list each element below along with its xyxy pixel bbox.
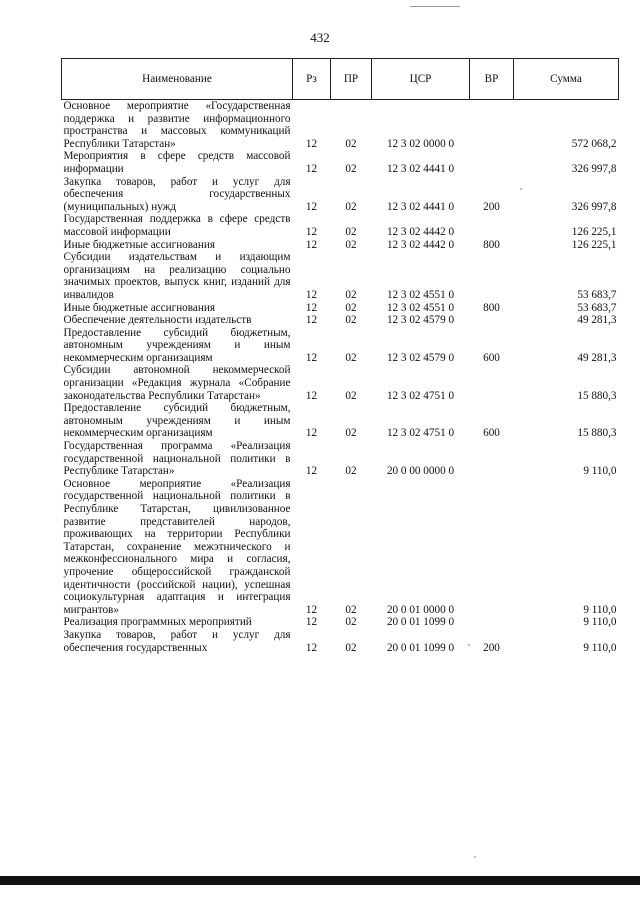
row-vr — [470, 251, 514, 301]
header-csr: ЦСР — [372, 59, 470, 100]
row-sum: 9 110,0 — [583, 616, 617, 629]
row-pr: 02 — [345, 641, 357, 654]
row-sum: 53 683,7 — [577, 301, 617, 314]
header-pr: ПР — [331, 59, 372, 100]
row-csr: 12 3 02 4551 0 — [386, 288, 455, 301]
header-name: Наименование — [62, 59, 293, 100]
row-pr: 02 — [345, 465, 357, 478]
row-csr: 12 3 02 4751 0 — [386, 389, 455, 402]
row-rz: 12 — [305, 603, 318, 616]
row-rz: 12 — [305, 641, 318, 654]
row-rz: 12 — [305, 200, 318, 213]
row-vr — [470, 616, 514, 629]
table-row — [62, 213, 619, 238]
scan-speck — [468, 644, 470, 646]
row-csr: 20 0 00 0000 0 — [386, 465, 455, 478]
table-header-row — [62, 59, 619, 100]
row-rz: 12 — [305, 351, 318, 364]
row-vr — [470, 314, 514, 327]
row-vr: 600 — [483, 351, 500, 364]
budget-table — [61, 58, 619, 654]
row-name: Мероприятия в сфере средств массовой информации — [63, 150, 291, 175]
row-rz: 12 — [305, 389, 318, 402]
row-sum: 572 068,2 — [571, 137, 617, 150]
row-vr — [470, 150, 514, 175]
table-row — [62, 402, 619, 440]
row-name: Закупка товаров, работ и услуг для обеспечения государственных — [63, 628, 291, 654]
row-name: Предоставление субсидий бюджетным, автономным учреждениям и иным некоммерческим организациям — [63, 326, 291, 364]
row-sum: 49 281,3 — [577, 351, 617, 364]
table-row — [62, 176, 619, 214]
table-row — [62, 440, 619, 478]
row-pr: 02 — [345, 616, 357, 629]
row-pr: 02 — [345, 162, 357, 175]
row-vr — [470, 364, 514, 402]
row-name: Государственная поддержка в сфере средств массовой информации — [63, 213, 291, 238]
row-name: Основное мероприятие «Государственная поддержка и развитие информационного пространства и массовых коммуникаций Республики Татарстан» — [63, 100, 291, 150]
row-pr: 02 — [345, 389, 357, 402]
table-row — [62, 100, 619, 151]
row-sum: 53 683,7 — [577, 288, 617, 301]
row-name: Иные бюджетные ассигнования — [63, 301, 215, 314]
row-csr: 12 3 02 4441 0 — [386, 200, 455, 213]
table-row — [62, 629, 619, 654]
row-name: Государственная программа «Реализация государственной национальной политики в Республике Татарстан» — [63, 440, 291, 478]
row-pr: 02 — [345, 238, 357, 251]
row-csr: 12 3 02 4442 0 — [386, 238, 455, 251]
table-row — [62, 364, 619, 402]
row-name: Обеспечение деятельности издательств — [63, 314, 252, 327]
row-rz: 12 — [305, 238, 318, 251]
row-vr — [470, 100, 514, 151]
row-pr: 02 — [345, 301, 357, 314]
row-name: Иные бюджетные ассигнования — [63, 238, 215, 251]
row-rz: 12 — [305, 301, 318, 314]
row-csr: 12 3 02 4579 0 — [386, 351, 455, 364]
row-name: Субсидии автономной некоммерческой организации «Редакция журнала «Собрание законодательства Республики Татарстан» — [63, 364, 291, 402]
row-vr: 800 — [483, 238, 500, 251]
row-vr — [470, 213, 514, 238]
row-sum: 15 880,3 — [577, 427, 617, 440]
page-number: 432 — [310, 30, 330, 45]
row-rz: 12 — [305, 616, 318, 629]
row-sum: 9 110,0 — [583, 465, 617, 478]
row-rz: 12 — [305, 314, 318, 327]
row-csr: 12 3 02 4442 0 — [386, 225, 455, 238]
row-pr: 02 — [345, 351, 357, 364]
header-rz: Рз — [293, 59, 331, 100]
row-csr: 12 3 02 4579 0 — [386, 314, 455, 327]
row-pr: 02 — [345, 427, 357, 440]
row-vr — [470, 440, 514, 478]
table-row — [62, 302, 619, 315]
scan-mark — [410, 6, 460, 7]
row-pr: 02 — [345, 200, 357, 213]
row-sum: 326 997,8 — [571, 200, 617, 213]
row-name: Предоставление субсидий бюджетным, автономным учреждениям и иным некоммерческим организациям — [63, 402, 291, 440]
row-rz: 12 — [305, 137, 318, 150]
row-vr: 200 — [483, 641, 500, 654]
row-vr: 800 — [483, 301, 500, 314]
scan-speck — [474, 856, 476, 858]
row-rz: 12 — [305, 427, 318, 440]
row-sum: 126 225,1 — [571, 225, 617, 238]
row-csr: 20 0 01 1099 0 — [386, 616, 455, 629]
table-row — [62, 314, 619, 327]
row-csr: 20 0 01 0000 0 — [386, 603, 455, 616]
table-row — [62, 327, 619, 365]
scan-speck — [520, 188, 522, 190]
row-vr — [470, 478, 514, 617]
table-row — [62, 150, 619, 175]
row-pr: 02 — [345, 288, 357, 301]
row-csr: 12 3 02 4751 0 — [386, 427, 455, 440]
row-name: Реализация программных мероприятий — [63, 616, 252, 629]
row-pr: 02 — [345, 137, 357, 150]
row-sum: 15 880,3 — [577, 389, 617, 402]
row-rz: 12 — [305, 465, 318, 478]
row-sum: 49 281,3 — [577, 314, 617, 327]
row-name: Основное мероприятие «Реализация государственной национальной политики в Республике Татарстан, цивилизованное развитие представителей народов, проживающих на территории Республики Татарстан, сохранение межэтнического и межконфессионального мира и согласия, упрочение общероссийской гражданской идентичности (российской нации), успешная социокультурная адаптация и интеграция мигрантов» — [63, 477, 291, 616]
row-pr: 02 — [345, 603, 357, 616]
row-pr: 02 — [345, 314, 357, 327]
row-sum: 126 225,1 — [571, 238, 617, 251]
row-name: Закупка товаров, работ и услуг для обеспечения государственных (муниципальных) нужд — [63, 175, 291, 213]
header-vr: ВР — [470, 59, 514, 100]
row-vr: 200 — [483, 200, 500, 213]
row-sum: 9 110,0 — [583, 603, 617, 616]
row-name: Субсидии издательствам и издающим организациям на реализацию социально значимых проектов, выпуск книг, изданий для инвалидов — [63, 251, 291, 301]
row-sum: 326 997,8 — [571, 162, 617, 175]
row-csr: 12 3 02 4441 0 — [386, 162, 455, 175]
table-row — [62, 616, 619, 629]
row-pr: 02 — [345, 225, 357, 238]
row-vr: 600 — [483, 427, 500, 440]
row-rz: 12 — [305, 162, 318, 175]
row-rz: 12 — [305, 288, 318, 301]
table-row — [62, 251, 619, 301]
scan-bottom-edge — [0, 876, 640, 885]
row-rz: 12 — [305, 225, 318, 238]
table-row — [62, 239, 619, 252]
row-sum: 9 110,0 — [583, 641, 617, 654]
header-sum: Сумма — [514, 59, 619, 100]
row-csr: 20 0 01 1099 0 — [386, 641, 455, 654]
table-row — [62, 478, 619, 617]
row-csr: 12 3 02 0000 0 — [386, 137, 455, 150]
row-csr: 12 3 02 4551 0 — [386, 301, 455, 314]
